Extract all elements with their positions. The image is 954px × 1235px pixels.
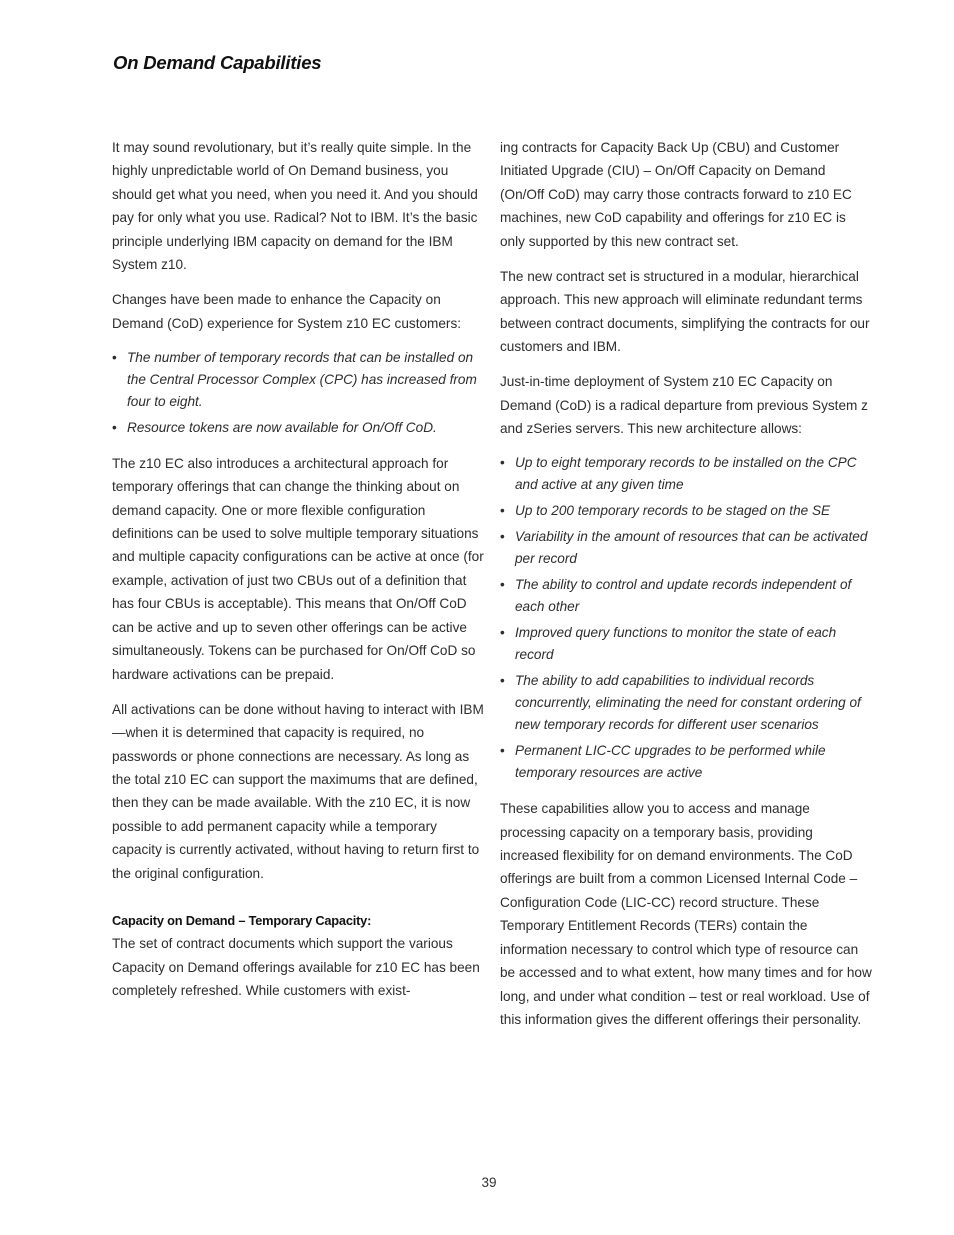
bullet-icon: • xyxy=(112,349,117,365)
list-item: • Permanent LIC-CC upgrades to be performed while temporary resources are active xyxy=(500,740,872,784)
list-item: • Resource tokens are now available for On/Off CoD. xyxy=(112,417,484,439)
list-item: • Up to 200 temporary records to be staged on the SE xyxy=(500,500,872,522)
capabilities-paragraph: These capabilities allow you to access and manage processing capacity on a temporary basis, providing increased flexibility for on demand environments. The CoD offerings are built from a common Licensed Internal Code – Configuration Code (LIC-CC) record structure. These Temporary Entitlement Records (TERs) contain the information necessary to control which type of resource can be accessed and to what extent, how many times and for how long, and under what condition – test or real workload. Use of this information gives the different offerings their personality. xyxy=(500,801,872,1027)
contracts-continued-paragraph: ing contracts for Capacity Back Up (CBU) and Customer Initiated Upgrade (CIU) – On/Off Capacity on Demand (On/Off CoD) may carry those contracts forward to z10 EC machines, new CoD capability and offerings for z10 EC is only supported by this new contract set. xyxy=(500,140,852,249)
list-item: • Up to eight temporary records to be installed on the CPC and active at any given time xyxy=(500,452,872,496)
section-subheading: Capacity on Demand – Temporary Capacity: xyxy=(112,912,372,928)
list-item: • Variability in the amount of resources that can be activated per record xyxy=(500,526,872,570)
bullet-icon: • xyxy=(500,529,505,545)
bullet-icon: • xyxy=(500,503,505,519)
right-column xyxy=(500,136,872,1043)
changes-bullet-list xyxy=(112,347,484,439)
activations-paragraph: All activations can be done without having to interact with IBM—when it is determined that capacity is required, no passwords or phone connections are necessary. As long as the total z10 EC can support the maximums that are defined, then they can be made available. With the z10 EC, it is now possible to add permanent capacity while a temporary capacity is currently activated, without having to return first to the original configuration. xyxy=(112,701,484,881)
architecture-bullet-list xyxy=(500,452,872,784)
bullet-icon: • xyxy=(500,455,505,471)
changes-paragraph: Changes have been made to enhance the Capacity on Demand (CoD) experience for System z10 EC customers: xyxy=(112,292,462,331)
just-in-time-paragraph: Just-in-time deployment of System z10 EC Capacity on Demand (CoD) is a radical departure from previous System z and zSeries servers. This new architecture allows: xyxy=(500,374,868,437)
contract-set-paragraph: The new contract set is structured in a modular, hierarchical approach. This new approach will eliminate redundant terms between contract documents, simplifying the contracts for our customers and IBM. xyxy=(500,268,870,355)
bullet-icon: • xyxy=(112,419,117,435)
intro-paragraph: It may sound revolutionary, but it’s really quite simple. In the highly unpredictable world of On Demand business, you should get what you need, when you need it. And you should pay for only what you use. Radical? Not to IBM. It’s the basic principle underlying IBM capacity on demand for the IBM System z10. xyxy=(112,140,478,273)
architecture-paragraph: The z10 EC also introduces a architectural approach for temporary offerings that can change the thinking about on demand capacity. One or more flexible configuration definitions can be used to solve multiple temporary situations and multiple capacity configurations can be active at once (for example, activation of just two CBUs out of a definition that has four CBUs is acceptable). This means that On/Off CoD can be active and up to seven other offerings can be active simultaneously. Tokens can be purchased for On/Off CoD so hardware activations can be prepaid. xyxy=(112,455,484,682)
list-item: • The ability to control and update records independent of each other xyxy=(500,574,872,618)
bullet-icon: • xyxy=(500,577,505,593)
bullet-icon: • xyxy=(500,743,505,759)
bullet-icon: • xyxy=(500,673,505,689)
contracts-paragraph: The set of contract documents which support the various Capacity on Demand offerings available for z10 EC has been completely refreshed. While customers with exist- xyxy=(112,936,480,999)
page-number: 39 xyxy=(481,1175,497,1190)
list-item: • The ability to add capabilities to individual records concurrently, eliminating the need for constant ordering of new temporary records for different user scenarios xyxy=(500,670,872,736)
list-item: • The number of temporary records that can be installed on the Central Processor Complex (CPC) has increased from four to eight. xyxy=(112,347,484,413)
left-column xyxy=(112,136,484,1014)
bullet-icon: • xyxy=(500,625,505,641)
list-item: • Improved query functions to monitor the state of each record xyxy=(500,622,872,666)
page-title: On Demand Capabilities xyxy=(113,52,322,73)
